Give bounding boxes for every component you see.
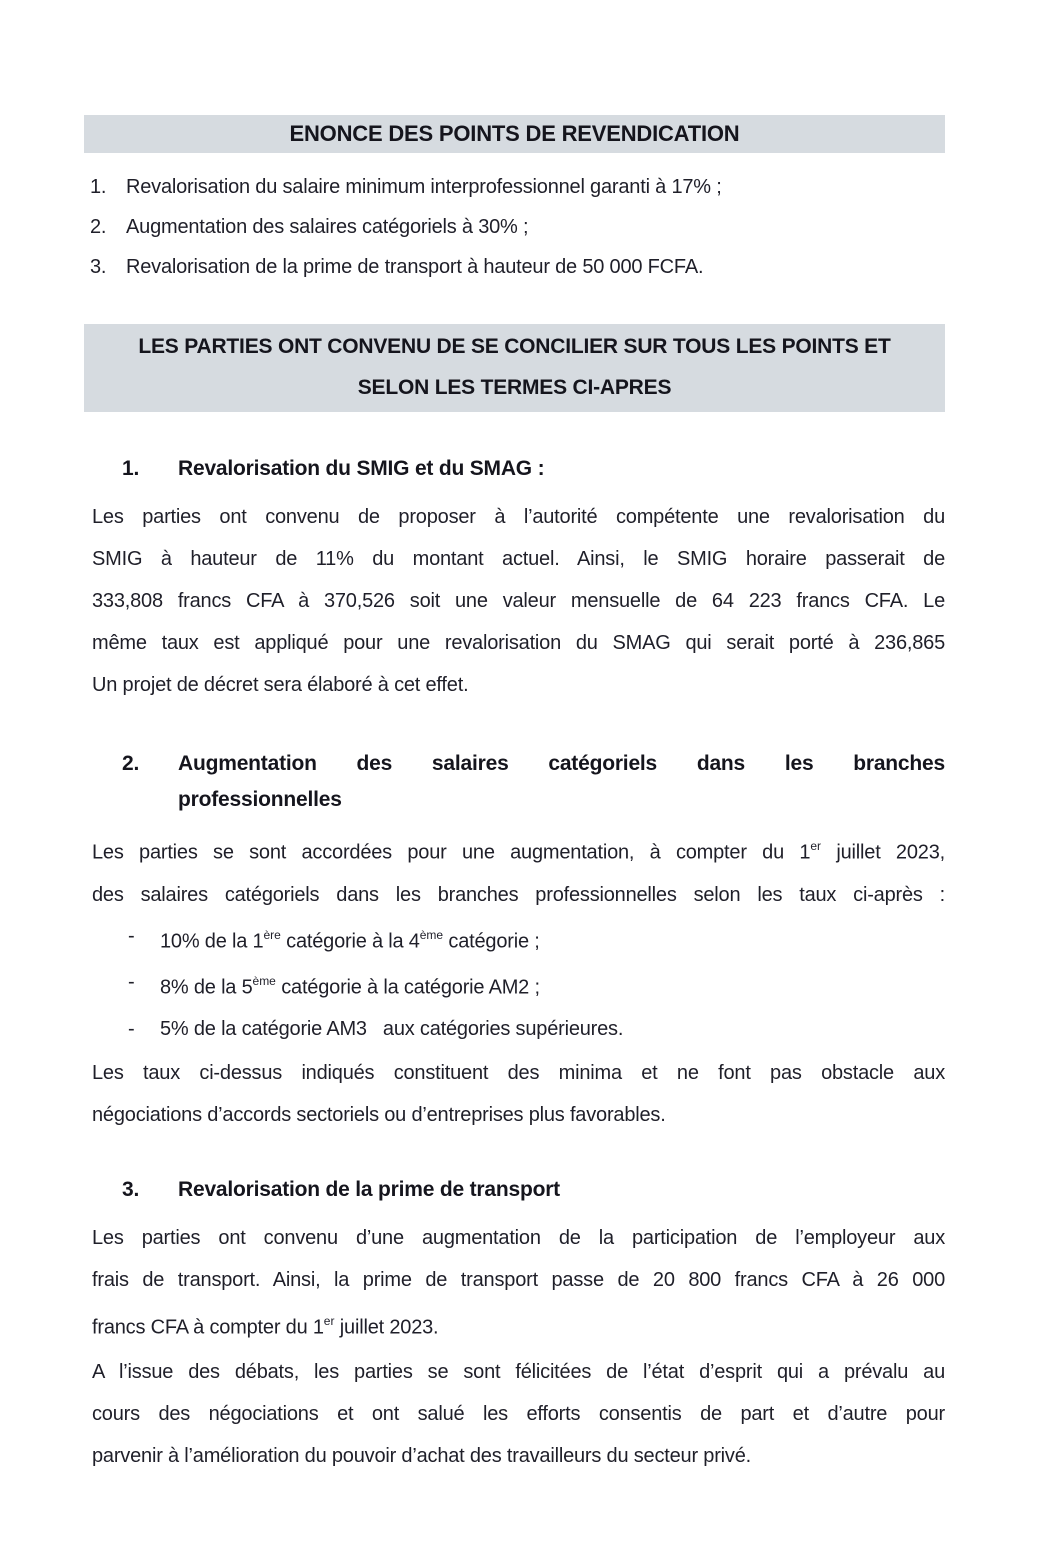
section-2-heading-line-2: professionnelles: [178, 788, 342, 811]
superscript: ème: [419, 927, 444, 942]
paragraph-line: négociations d’accords sectoriels ou d’entreprises plus favorables.: [92, 1103, 666, 1126]
paragraph-line: Les parties ont convenu d’une augmentation de la participation de l’employeur aux: [92, 1226, 945, 1249]
bullet-dash: -: [128, 971, 135, 994]
line-segment: 10% de la 1: [160, 930, 264, 953]
list-item-text: Augmentation des salaires catégoriels à 30% ;: [126, 216, 529, 238]
bullet-text: [160, 916, 945, 963]
bullet-dash: -: [128, 1017, 135, 1040]
section-1-paragraph: [92, 496, 945, 706]
section-2-paragraph-2: [92, 1052, 945, 1136]
list-item-text: Revalorisation de la prime de transport à hauteur de 50 000 FCFA.: [126, 256, 704, 278]
section-number: 3.: [122, 1177, 140, 1201]
paragraph-line: [92, 826, 945, 874]
claims-list: [90, 167, 945, 287]
bullet-item: [92, 1009, 945, 1050]
paragraph-line: A l’issue des débats, les parties se sont félicitées de l’état d’esprit qui a prévalu au: [92, 1360, 945, 1383]
section-title: Revalorisation du SMIG et du SMAG :: [178, 457, 545, 480]
banner-line-2: SELON LES TERMES CI-APRES: [357, 376, 672, 399]
list-item-text: Revalorisation du salaire minimum interprofessionnel garanti à 17% ;: [126, 176, 722, 198]
bullet-item: [92, 916, 945, 963]
banner-title: ENONCE DES POINTS DE REVENDICATION: [289, 121, 740, 146]
superscript: ère: [263, 927, 281, 942]
line-segment: francs CFA à compter du 1: [92, 1316, 324, 1339]
line-segment: juillet 2023,: [821, 841, 945, 864]
section-title: Augmentation des salaires catégoriels dans les branches: [178, 752, 945, 775]
list-item-number: 1.: [90, 176, 107, 198]
paragraph-line: Les parties ont convenu de proposer à l’autorité compétente une revalorisation du: [92, 506, 945, 528]
paragraph-line: frais de transport. Ainsi, la prime de transport passe de 20 800 francs CFA à 26 000: [92, 1268, 945, 1291]
section-banner-conciliation: [84, 324, 945, 412]
line-segment: 8% de la 5: [160, 976, 253, 999]
line-segment: catégorie à la catégorie AM2 ;: [275, 976, 540, 999]
superscript: ème: [252, 974, 276, 989]
section-3-heading: [92, 1175, 945, 1205]
superscript: er: [323, 1313, 335, 1328]
paragraph-line: Les taux ci-dessus indiqués constituent des minima et ne font pas obstacle aux: [92, 1061, 945, 1084]
section-3-paragraph: [92, 1217, 945, 1349]
superscript: er: [810, 839, 821, 853]
line-segment: catégorie ;: [443, 930, 540, 953]
paragraph-line: même taux est appliqué pour une revalorisation du SMAG qui serait porté à 236,865: [92, 632, 945, 654]
paragraph-line: cours des négociations et ont salué les efforts consentis de part et d’autre pour: [92, 1402, 945, 1425]
line-segment: catégorie à la 4: [280, 930, 420, 953]
paragraph-line: SMIG à hauteur de 11% du montant actuel. Ainsi, le SMIG horaire passerait de: [92, 548, 945, 570]
bullet-text: [160, 962, 945, 1009]
list-item-number: 2.: [90, 216, 107, 238]
paragraph-line: 333,808 francs CFA à 370,526 soit une valeur mensuelle de 64 223 francs CFA. Le: [92, 590, 945, 612]
list-item-number: 3.: [90, 256, 107, 278]
section-1-heading: [92, 454, 945, 484]
bullet-text: 5% de la catégorie AM3 aux catégories supérieures.: [160, 1017, 624, 1040]
closing-paragraph: [92, 1351, 945, 1477]
section-banner-revendication: [84, 115, 945, 153]
section-number: 2.: [122, 752, 140, 775]
section-number: 1.: [122, 457, 140, 480]
banner-line-1: LES PARTIES ONT CONVENU DE SE CONCILIER SUR TOUS LES POINTS ET: [138, 335, 891, 358]
section-2-paragraph-1: [92, 826, 945, 916]
paragraph-line: [92, 1301, 945, 1349]
paragraph-line: Un projet de décret sera élaboré à cet effet.: [92, 674, 469, 696]
list-item: [90, 167, 945, 207]
section-2-heading: [92, 749, 945, 779]
list-item: [90, 247, 945, 287]
bullet-item: [92, 962, 945, 1009]
list-item: [90, 207, 945, 247]
section-title: Revalorisation de la prime de transport: [178, 1177, 560, 1201]
line-segment: juillet 2023.: [334, 1316, 439, 1339]
line-segment: Les parties se sont accordées pour une augmentation, à compter du 1: [92, 841, 811, 864]
rate-bullet-list: [92, 916, 945, 1050]
bullet-dash: -: [128, 924, 135, 947]
paragraph-line: parvenir à l’amélioration du pouvoir d’achat des travailleurs du secteur privé.: [92, 1444, 751, 1467]
paragraph-line: des salaires catégoriels dans les branches professionnelles selon les taux ci-après :: [92, 883, 945, 906]
